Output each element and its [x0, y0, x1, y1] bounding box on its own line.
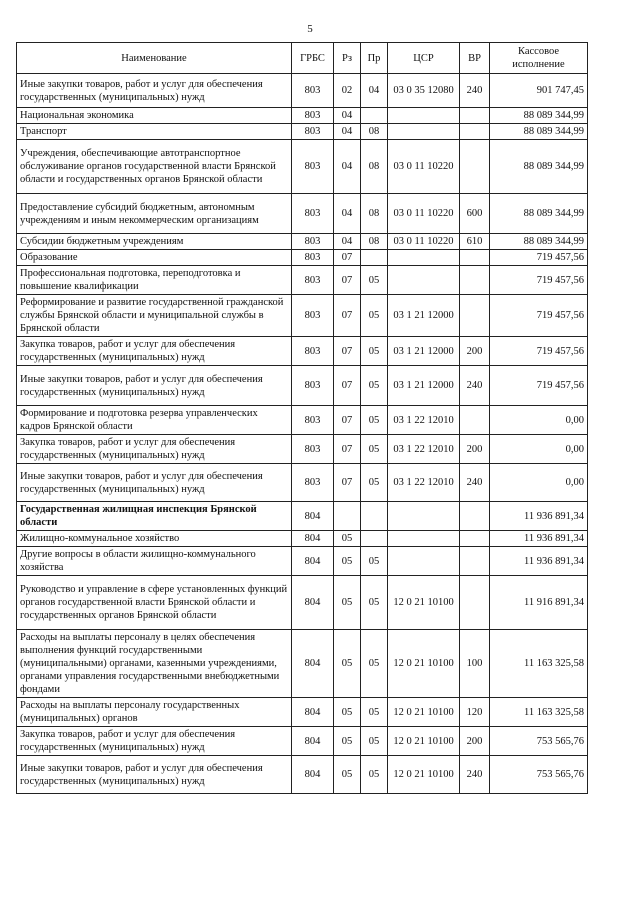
cell-vr [460, 140, 490, 194]
header-rz: Рз [334, 43, 361, 74]
cell-grbs: 803 [292, 194, 334, 234]
cell-name: Образование [17, 250, 292, 266]
table-row [17, 547, 588, 576]
table-row [17, 295, 588, 337]
cell-grbs: 803 [292, 250, 334, 266]
cell-grbs: 803 [292, 435, 334, 464]
cell-csr: 12 0 21 10100 [388, 576, 460, 630]
cell-name: Государственная жилищная инспекция Брянской области [17, 502, 292, 531]
cell-csr: 12 0 21 10100 [388, 630, 460, 698]
cell-name: Учреждения, обеспечивающие автотранспортное обслуживание органов государственной власти Брянской области и государственных органов Брянской области [17, 140, 292, 194]
cell-rz: 05 [334, 727, 361, 756]
cell-csr [388, 124, 460, 140]
cell-grbs: 804 [292, 576, 334, 630]
table-row [17, 74, 588, 108]
cell-amount: 88 089 344,99 [490, 140, 588, 194]
cell-csr: 12 0 21 10100 [388, 756, 460, 794]
cell-vr [460, 250, 490, 266]
cell-pr [361, 531, 388, 547]
cell-vr [460, 547, 490, 576]
cell-vr [460, 576, 490, 630]
cell-grbs: 803 [292, 464, 334, 502]
cell-amount: 11 916 891,34 [490, 576, 588, 630]
cell-grbs: 804 [292, 547, 334, 576]
table-row [17, 630, 588, 698]
cell-pr [361, 108, 388, 124]
cell-name: Профессиональная подготовка, переподготовка и повышение квалификации [17, 266, 292, 295]
cell-pr [361, 502, 388, 531]
cell-amount: 719 457,56 [490, 337, 588, 366]
cell-vr [460, 266, 490, 295]
cell-vr: 240 [460, 74, 490, 108]
cell-name: Транспорт [17, 124, 292, 140]
cell-name: Предоставление субсидий бюджетным, автономным учреждениям и иным некоммерческим организациям [17, 194, 292, 234]
table-row [17, 502, 588, 531]
cell-amount: 753 565,76 [490, 756, 588, 794]
cell-csr: 03 1 22 12010 [388, 464, 460, 502]
cell-rz: 07 [334, 406, 361, 435]
cell-grbs: 803 [292, 406, 334, 435]
cell-pr: 05 [361, 295, 388, 337]
cell-rz: 07 [334, 337, 361, 366]
cell-grbs: 803 [292, 366, 334, 406]
cell-name: Иные закупки товаров, работ и услуг для обеспечения государственных (муниципальных) нужд [17, 464, 292, 502]
cell-name: Руководство и управление в сфере установленных функций органов государственной власти Брянской области и государственных органов Брянской области [17, 576, 292, 630]
cell-amount: 719 457,56 [490, 295, 588, 337]
cell-rz: 04 [334, 234, 361, 250]
table-row [17, 406, 588, 435]
cell-pr: 05 [361, 464, 388, 502]
cell-grbs: 804 [292, 727, 334, 756]
cell-amount: 11 936 891,34 [490, 531, 588, 547]
cell-pr: 05 [361, 576, 388, 630]
cell-vr: 240 [460, 464, 490, 502]
cell-pr: 05 [361, 727, 388, 756]
cell-amount: 88 089 344,99 [490, 124, 588, 140]
cell-rz: 07 [334, 435, 361, 464]
cell-vr [460, 502, 490, 531]
cell-rz: 05 [334, 547, 361, 576]
cell-rz: 04 [334, 108, 361, 124]
cell-pr: 05 [361, 756, 388, 794]
cell-pr: 05 [361, 630, 388, 698]
cell-amount: 88 089 344,99 [490, 194, 588, 234]
cell-csr: 03 1 21 12000 [388, 366, 460, 406]
cell-vr: 200 [460, 727, 490, 756]
cell-amount: 88 089 344,99 [490, 234, 588, 250]
table-row [17, 366, 588, 406]
cell-grbs: 803 [292, 140, 334, 194]
table-row [17, 576, 588, 630]
cell-rz: 07 [334, 366, 361, 406]
cell-rz: 07 [334, 295, 361, 337]
cell-csr [388, 108, 460, 124]
cell-vr [460, 295, 490, 337]
table-row [17, 194, 588, 234]
cell-pr: 05 [361, 266, 388, 295]
cell-csr: 03 0 11 10220 [388, 234, 460, 250]
cell-rz: 05 [334, 576, 361, 630]
table-row [17, 250, 588, 266]
cell-vr [460, 108, 490, 124]
cell-grbs: 803 [292, 74, 334, 108]
cell-vr: 200 [460, 337, 490, 366]
cell-grbs: 803 [292, 234, 334, 250]
cell-csr: 03 1 22 12010 [388, 406, 460, 435]
table-row [17, 756, 588, 794]
cell-amount: 719 457,56 [490, 250, 588, 266]
cell-pr: 08 [361, 140, 388, 194]
cell-rz: 05 [334, 531, 361, 547]
cell-amount: 0,00 [490, 435, 588, 464]
cell-name: Формирование и подготовка резерва управленческих кадров Брянской области [17, 406, 292, 435]
header-vr: ВР [460, 43, 490, 74]
table-row [17, 266, 588, 295]
cell-csr: 03 1 22 12010 [388, 435, 460, 464]
cell-name: Субсидии бюджетным учреждениям [17, 234, 292, 250]
cell-pr: 05 [361, 406, 388, 435]
cell-name: Иные закупки товаров, работ и услуг для обеспечения государственных (муниципальных) нужд [17, 74, 292, 108]
cell-pr: 08 [361, 234, 388, 250]
cell-vr: 240 [460, 756, 490, 794]
cell-csr: 03 1 21 12000 [388, 337, 460, 366]
cell-amount: 0,00 [490, 406, 588, 435]
cell-csr: 12 0 21 10100 [388, 698, 460, 727]
cell-pr: 08 [361, 124, 388, 140]
cell-grbs: 804 [292, 502, 334, 531]
cell-rz: 04 [334, 124, 361, 140]
cell-amount: 88 089 344,99 [490, 108, 588, 124]
cell-vr [460, 531, 490, 547]
cell-csr: 03 0 11 10220 [388, 194, 460, 234]
cell-vr [460, 406, 490, 435]
cell-amount: 11 936 891,34 [490, 547, 588, 576]
cell-rz: 07 [334, 250, 361, 266]
cell-name: Закупка товаров, работ и услуг для обеспечения государственных (муниципальных) нужд [17, 435, 292, 464]
cell-rz [334, 502, 361, 531]
table-row [17, 698, 588, 727]
header-csr: ЦСР [388, 43, 460, 74]
cell-amount: 11 163 325,58 [490, 698, 588, 727]
cell-grbs: 804 [292, 756, 334, 794]
cell-csr: 12 0 21 10100 [388, 727, 460, 756]
cell-csr: 03 0 11 10220 [388, 140, 460, 194]
cell-rz: 05 [334, 756, 361, 794]
header-pr: Пр [361, 43, 388, 74]
cell-csr [388, 502, 460, 531]
cell-vr: 200 [460, 435, 490, 464]
cell-csr [388, 531, 460, 547]
cell-grbs: 803 [292, 337, 334, 366]
cell-pr [361, 250, 388, 266]
cell-grbs: 803 [292, 108, 334, 124]
cell-csr: 03 0 35 12080 [388, 74, 460, 108]
cell-pr: 05 [361, 337, 388, 366]
table-row [17, 464, 588, 502]
cell-vr: 610 [460, 234, 490, 250]
cell-name: Иные закупки товаров, работ и услуг для обеспечения государственных (муниципальных) нужд [17, 366, 292, 406]
cell-name: Закупка товаров, работ и услуг для обеспечения государственных (муниципальных) нужд [17, 337, 292, 366]
cell-grbs: 803 [292, 124, 334, 140]
cell-amount: 719 457,56 [490, 266, 588, 295]
cell-pr: 05 [361, 547, 388, 576]
table-row [17, 435, 588, 464]
cell-rz: 02 [334, 74, 361, 108]
cell-pr: 05 [361, 366, 388, 406]
cell-csr [388, 250, 460, 266]
table-row [17, 124, 588, 140]
cell-csr: 03 1 21 12000 [388, 295, 460, 337]
header-amount: Кассовое исполнение [490, 43, 588, 74]
table-header-row [17, 43, 588, 74]
cell-amount: 0,00 [490, 464, 588, 502]
cell-name: Закупка товаров, работ и услуг для обеспечения государственных (муниципальных) нужд [17, 727, 292, 756]
cell-pr: 08 [361, 194, 388, 234]
cell-vr [460, 124, 490, 140]
cell-rz: 04 [334, 194, 361, 234]
cell-pr: 05 [361, 698, 388, 727]
cell-grbs: 804 [292, 630, 334, 698]
cell-pr: 05 [361, 435, 388, 464]
cell-name: Жилищно-коммунальное хозяйство [17, 531, 292, 547]
cell-name: Расходы на выплаты персоналу государственных (муниципальных) органов [17, 698, 292, 727]
cell-amount: 11 163 325,58 [490, 630, 588, 698]
cell-vr: 600 [460, 194, 490, 234]
cell-rz: 05 [334, 630, 361, 698]
cell-vr: 100 [460, 630, 490, 698]
table-row [17, 531, 588, 547]
cell-rz: 07 [334, 464, 361, 502]
cell-grbs: 803 [292, 295, 334, 337]
cell-name: Другие вопросы в области жилищно-коммунального хозяйства [17, 547, 292, 576]
table-row [17, 727, 588, 756]
cell-rz: 04 [334, 140, 361, 194]
budget-execution-table [16, 42, 588, 794]
cell-grbs: 804 [292, 698, 334, 727]
cell-vr: 240 [460, 366, 490, 406]
cell-name: Расходы на выплаты персоналу в целях обеспечения выполнения функций государственными (муниципальными) органами, казенными учреждениями, органами управления государственными внебюджетными фондами [17, 630, 292, 698]
cell-rz: 07 [334, 266, 361, 295]
table-row [17, 337, 588, 366]
header-grbs: ГРБС [292, 43, 334, 74]
cell-amount: 11 936 891,34 [490, 502, 588, 531]
cell-amount: 753 565,76 [490, 727, 588, 756]
cell-grbs: 803 [292, 266, 334, 295]
cell-rz: 05 [334, 698, 361, 727]
table-row [17, 108, 588, 124]
cell-csr [388, 547, 460, 576]
cell-name: Национальная экономика [17, 108, 292, 124]
table-row [17, 140, 588, 194]
cell-csr [388, 266, 460, 295]
cell-pr: 04 [361, 74, 388, 108]
page-number: 5 [307, 23, 313, 35]
cell-grbs: 804 [292, 531, 334, 547]
cell-name: Иные закупки товаров, работ и услуг для обеспечения государственных (муниципальных) нужд [17, 756, 292, 794]
cell-name: Реформирование и развитие государственной гражданской службы Брянской области и муниципальной службы в Брянской области [17, 295, 292, 337]
table-row [17, 234, 588, 250]
header-name: Наименование [17, 43, 292, 74]
cell-vr: 120 [460, 698, 490, 727]
cell-amount: 719 457,56 [490, 366, 588, 406]
cell-amount: 901 747,45 [490, 74, 588, 108]
